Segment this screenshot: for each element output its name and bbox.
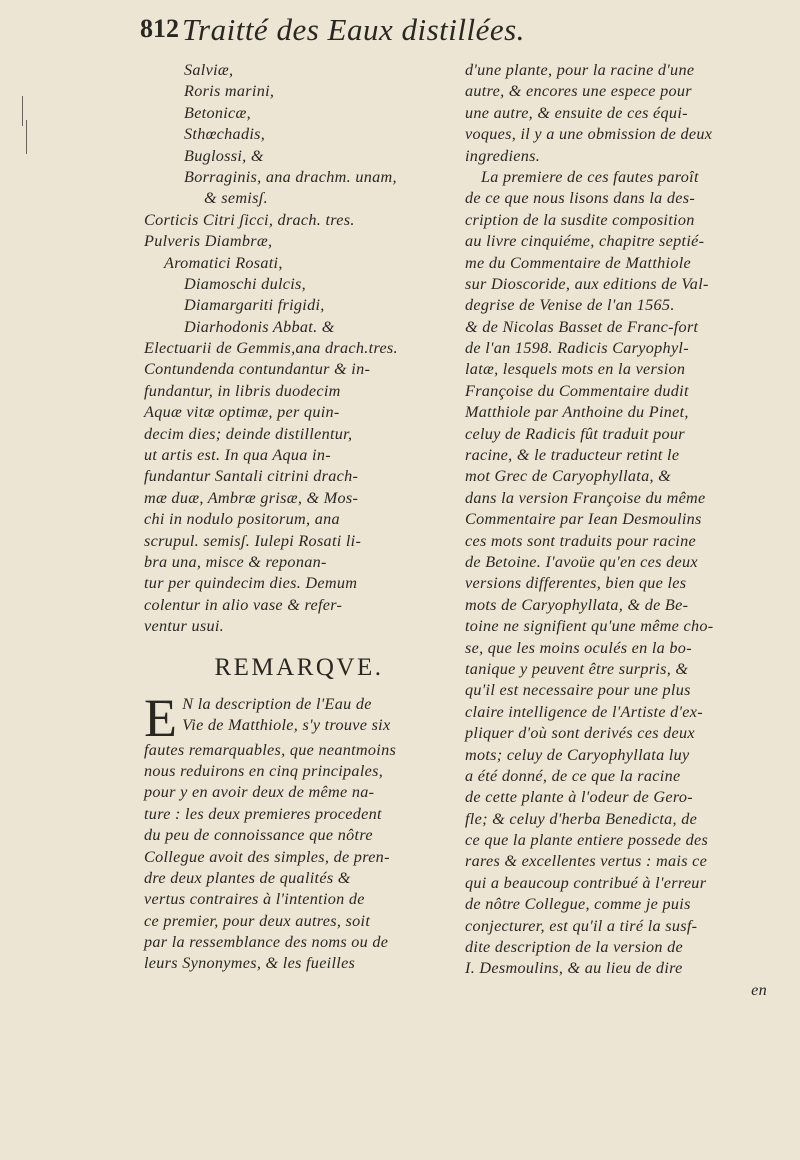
text-line: me du Commentaire de Matthiole <box>465 253 691 272</box>
remarque-line: ce premier, pour deux autres, soit <box>144 911 371 930</box>
drop-cap: E <box>144 687 178 748</box>
text-line: fle; & celuy d'herba Benedicta, de <box>465 809 698 828</box>
remarque-line: fautes remarquables, que neantmoins <box>144 740 397 759</box>
text-line: qui a beaucoup contribué à l'erreur <box>465 873 707 892</box>
remarque-heading: REMARQVE. <box>214 653 384 681</box>
remarque-line: N la description de l'Eau de <box>182 694 372 713</box>
remarque-line: par la ressemblance des noms ou de <box>144 933 389 952</box>
right-column <box>465 60 771 1001</box>
text-line: une autre, & ensuite de ces équi- <box>465 103 688 122</box>
recipe-line: Borraginis, ana drachm. unam, <box>184 167 397 186</box>
remarque-paragraph <box>144 687 454 975</box>
recipe-line: ut artis est. In qua Aqua in- <box>144 446 331 465</box>
text-line: Françoise du Commentaire dudit <box>465 381 689 400</box>
recipe-line: Roris marini, <box>184 82 275 101</box>
remarque-line: ture : les deux premieres procedent <box>144 804 382 823</box>
recipe-line: Betonicæ, <box>184 103 251 122</box>
page-number: 812 <box>140 14 179 43</box>
text-line: au livre cinquiéme, chapitre septié- <box>465 232 705 251</box>
text-line: autre, & encores une espece pour <box>465 82 692 101</box>
text-line: tanique y peuvent être surpris, & <box>465 659 689 678</box>
remarque-line: Collegue avoit des simples, de pren- <box>144 847 390 866</box>
left-column <box>144 60 454 975</box>
recipe-line: Aromatici Rosati, <box>164 253 283 272</box>
recipe-line: colentur in alio vase & refer- <box>144 595 343 614</box>
recipe-line: chi in nodulo positorum, ana <box>144 510 340 529</box>
text-line: Matthiole par Anthoine du Pinet, <box>465 403 689 422</box>
recipe-line: tur per quindecim dies. Demum <box>144 574 358 593</box>
text-line: ce que la plante entiere possede des <box>465 831 709 850</box>
recipe-line: Pulveris Diambræ, <box>144 232 273 251</box>
text-line: degrise de Venise de l'an 1565. <box>465 296 675 315</box>
text-line: mot Grec de Caryophyllata, & <box>465 467 672 486</box>
catchword: en <box>751 980 767 999</box>
recipe-line: & semisʃ. <box>204 189 268 208</box>
text-line: voques, il y a une obmission de deux <box>465 125 713 144</box>
text-line: de l'an 1598. Radicis Caryophyl- <box>465 339 689 358</box>
text-line: sur Dioscoride, aux editions de Val- <box>465 274 709 293</box>
text-line: claire intelligence de l'Artiste d'ex- <box>465 702 703 721</box>
recipe-line: fundantur, in libris duodecim <box>144 381 341 400</box>
recipe-line: ventur usui. <box>144 617 225 636</box>
remarque-line: Vie de Matthiole, s'y trouve six <box>182 715 391 734</box>
remarque-line: leurs Synonymes, & les fueilles <box>144 954 356 973</box>
recipe-line: Contundenda contundantur & in- <box>144 360 371 379</box>
text-line: de Betoine. I'avoüe qu'en ces deux <box>465 552 698 571</box>
text-line: latæ, lesquels mots en la version <box>465 360 686 379</box>
text-line: ces mots sont traduits pour racine <box>465 531 696 550</box>
text-line: rares & excellentes vertus : mais ce <box>465 852 708 871</box>
recipe-line: Diarhodonis Abbat. & <box>184 317 335 336</box>
recipe-line: scrupul. semisʃ. Iulepi Rosati li- <box>144 531 362 550</box>
margin-marks <box>18 96 32 156</box>
text-line: ingrediens. <box>465 146 541 165</box>
text-line: mots de Caryophyllata, & de Be- <box>465 595 689 614</box>
page-header <box>140 12 780 52</box>
recipe-line: bra una, misce & reponan- <box>144 552 327 571</box>
recipe-line: Salviæ, <box>184 61 234 79</box>
text-line: racine, & le traducteur retint le <box>465 446 680 465</box>
text-line: de ce que nous lisons dans la des- <box>465 189 696 208</box>
text-line: mots; celuy de Caryophyllata luy <box>465 745 690 764</box>
recipe-block <box>144 60 454 638</box>
text-line: Commentaire par Iean Desmoulins <box>465 510 702 529</box>
recipe-line: fundantur Santali citrini drach- <box>144 467 359 486</box>
text-line: d'une plante, pour la racine d'une <box>465 61 695 79</box>
text-line: & de Nicolas Basset de Franc-fort <box>465 317 699 336</box>
text-line: pliquer d'où sont derivés ces deux <box>465 724 695 743</box>
remarque-line: du peu de connoissance que nôtre <box>144 826 373 845</box>
remarque-line: pour y en avoir deux de même na- <box>144 783 375 802</box>
text-line: de nôtre Collegue, comme je puis <box>465 895 691 914</box>
recipe-line: decim dies; deinde distillentur, <box>144 424 353 443</box>
text-line: a été donné, de ce que la racine <box>465 766 681 785</box>
text-line: dite description de la version de <box>465 938 684 957</box>
text-line: I. Desmoulins, & au lieu de dire <box>465 959 683 978</box>
recipe-line: Sthœchadis, <box>184 125 266 144</box>
text-line: celuy de Radicis fût traduit pour <box>465 424 685 443</box>
remarque-line: dre deux plantes de qualités & <box>144 868 351 887</box>
recipe-line: mæ duæ, Ambræ grisæ, & Mos- <box>144 488 359 507</box>
recipe-line: Corticis Citri ʃicci, drach. tres. <box>144 210 355 229</box>
recipe-line: Aquæ vitæ optimæ, per quin- <box>144 403 340 422</box>
running-title: Traitté des Eaux distillées. <box>182 12 525 47</box>
recipe-line: Buglossi, & <box>184 146 264 165</box>
text-line: cription de la susdite composition <box>465 210 695 229</box>
text-line: se, que les moins oculés en la bo- <box>465 638 692 657</box>
text-line: qu'il est necessaire pour une plus <box>465 681 691 700</box>
remarque-line: vertus contraires à l'intention de <box>144 890 365 909</box>
remarque-line: nous reduirons en cinq principales, <box>144 761 384 780</box>
text-line: conjecturer, est qu'il a tiré la susf- <box>465 916 698 935</box>
recipe-line: Diamargariti frigidi, <box>184 296 325 315</box>
recipe-line: Diamoschi dulcis, <box>184 274 307 293</box>
text-line: La premiere de ces fautes paroît <box>481 167 699 186</box>
text-line: versions differentes, bien que les <box>465 574 687 593</box>
recipe-line: Electuarii de Gemmis,ana drach.tres. <box>144 339 398 358</box>
text-line: de cette plante à l'odeur de Gero- <box>465 788 693 807</box>
text-line: toine ne signifient qu'une même cho- <box>465 617 714 636</box>
text-line: dans la version Françoise du même <box>465 488 706 507</box>
